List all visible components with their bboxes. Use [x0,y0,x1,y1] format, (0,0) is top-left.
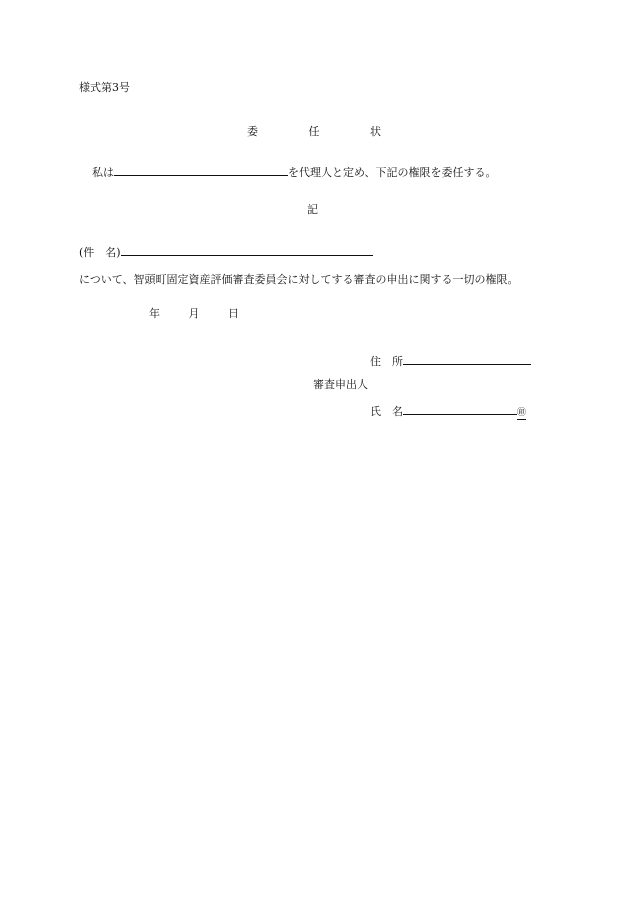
address-line [370,353,531,369]
ki-heading: 記 [307,203,318,216]
title-char-2: 任 [308,125,320,138]
name-label: 氏 名 [370,405,403,418]
seal-mark: ㊞ [517,408,527,418]
name-blank[interactable] [403,403,517,415]
title-char-1: 委 [247,125,258,138]
date-day-label: 日 [228,307,239,320]
case-name-line [79,244,373,260]
form-number: 様式第3号 [79,81,130,94]
case-name-blank[interactable] [121,244,373,256]
appointment-prefix: 私は [92,166,114,179]
delegation-text: について、智頭町固定資産評価審査委員会に対してする審査の申出に関する一切の権限。 [79,273,519,286]
applicant-role: 審査申出人 [313,378,368,391]
title-char-3: 状 [370,125,381,138]
date-month-label: 月 [188,307,200,320]
address-label: 住 所 [370,355,403,368]
appointment-sentence [92,164,497,180]
appointment-suffix: を代理人と定め、下記の権限を委任する。 [288,166,497,179]
name-line [370,403,526,420]
case-name-label: (件 名) [79,246,121,259]
date-year-label: 年 [149,307,160,320]
address-blank[interactable] [403,353,531,365]
date-line [149,307,239,321]
document-title [247,125,381,139]
agent-name-blank[interactable] [114,164,288,176]
